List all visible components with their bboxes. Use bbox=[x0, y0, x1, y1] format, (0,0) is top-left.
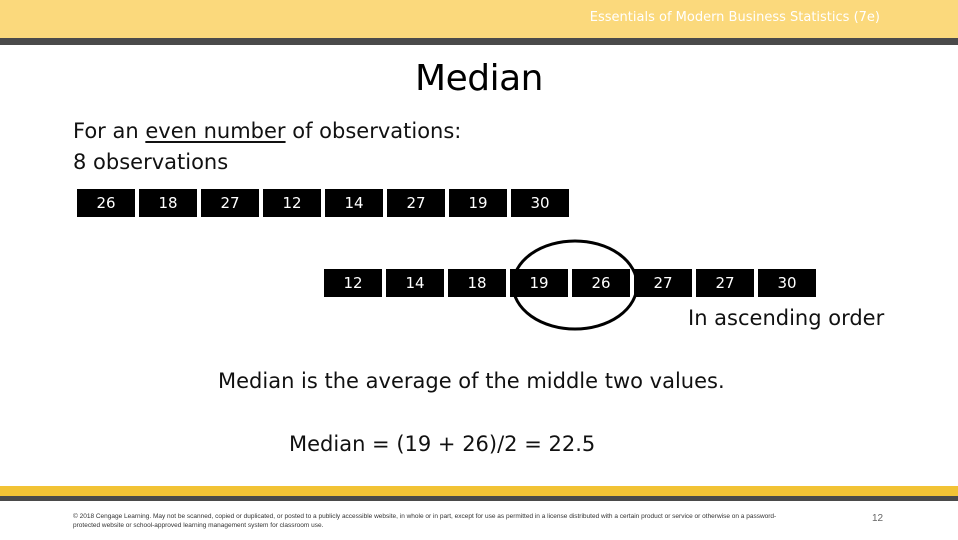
observation-cell: 19 bbox=[449, 189, 507, 217]
median-statement: Median is the average of the middle two values. bbox=[218, 369, 725, 393]
slide-title: Median bbox=[415, 58, 543, 99]
intro-line-2: 8 observations bbox=[73, 150, 229, 174]
observation-cell: 12 bbox=[263, 189, 321, 217]
observations-row bbox=[77, 189, 573, 217]
ascending-label: In ascending order bbox=[688, 306, 885, 330]
intro-line-1 bbox=[73, 116, 461, 147]
sorted-cell: 27 bbox=[696, 269, 754, 297]
observation-cell: 30 bbox=[511, 189, 569, 217]
footer-bar bbox=[0, 486, 958, 496]
observation-cell: 14 bbox=[325, 189, 383, 217]
observation-cell: 26 bbox=[77, 189, 135, 217]
sorted-row bbox=[324, 269, 820, 297]
page-number: 12 bbox=[872, 513, 884, 524]
sorted-cell: 14 bbox=[386, 269, 444, 297]
sorted-cell: 27 bbox=[634, 269, 692, 297]
header-bar bbox=[0, 0, 958, 38]
course-title: Essentials of Modern Business Statistics (7e) bbox=[589, 10, 880, 25]
sorted-cell: 18 bbox=[448, 269, 506, 297]
observation-cell: 18 bbox=[139, 189, 197, 217]
intro-pre: For an bbox=[73, 119, 146, 143]
intro-emphasis: even number bbox=[145, 119, 286, 143]
intro-post: of observations: bbox=[285, 119, 462, 143]
sorted-cell: 30 bbox=[758, 269, 816, 297]
sorted-cell: 12 bbox=[324, 269, 382, 297]
median-formula: Median = (19 + 26)/2 = 22.5 bbox=[289, 432, 596, 456]
header-rule bbox=[0, 38, 958, 45]
observation-cell: 27 bbox=[387, 189, 445, 217]
sorted-cell: 26 bbox=[572, 269, 630, 297]
intro-text bbox=[73, 116, 461, 178]
observation-cell: 27 bbox=[201, 189, 259, 217]
sorted-cell: 19 bbox=[510, 269, 568, 297]
copyright-notice: © 2018 Cengage Learning. May not be scanned, copied or duplicated, or posted to a publicly accessible website, in whole or in part, except for use as permitted in a license distributed with a certain product or service or otherwise on a password-protected website or school-approved learning management system for classroom use. bbox=[73, 513, 777, 529]
footer-rule bbox=[0, 496, 958, 501]
